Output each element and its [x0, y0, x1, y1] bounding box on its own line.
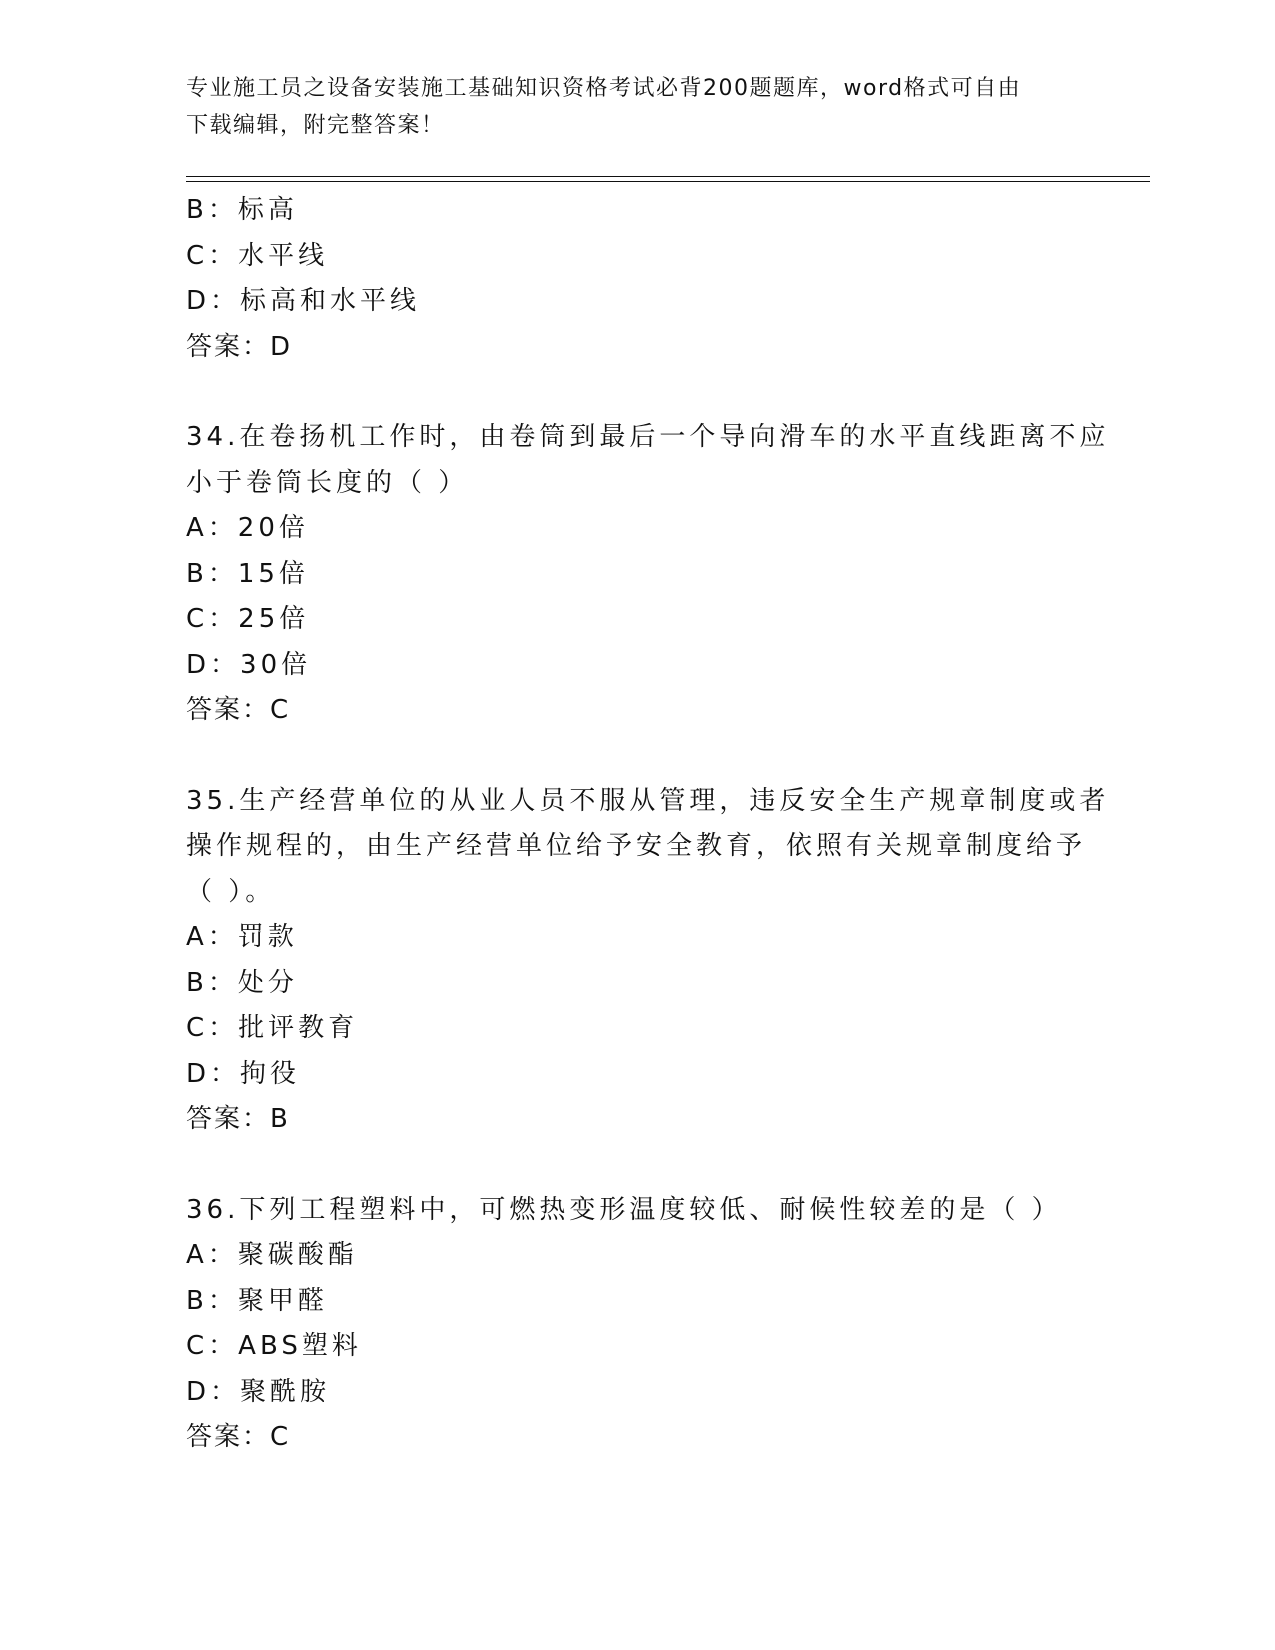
question-stem-line: （ ）。: [186, 876, 276, 907]
question-33-continued: [186, 188, 1086, 370]
answer-line: 答案：B: [186, 1104, 290, 1134]
question-list: [186, 188, 1110, 1461]
question-stem-line: 操作规程的，由生产经营单位给予安全教育，依照有关规章制度给予: [186, 831, 1087, 861]
question-35: [186, 779, 1110, 1143]
question-36: [186, 1188, 1086, 1461]
question-stem-line: 36.下列工程塑料中，可燃热变形温度较低、耐候性较差的是（ ）: [186, 1194, 1062, 1225]
option-b: B：聚甲醛: [186, 1285, 328, 1316]
answer-line: 答案：D: [186, 331, 293, 362]
option-d: D：30倍: [186, 649, 312, 680]
question-34: [186, 415, 1110, 734]
option-b: B：标高: [186, 195, 298, 225]
header-line-1: 专业施工员之设备安装施工基础知识资格考试必背200题题库，word格式可自由: [186, 76, 1022, 101]
option-d: D：聚酰胺: [186, 1376, 331, 1407]
option-c: C：ABS塑料: [186, 1331, 362, 1361]
document-header: [186, 70, 1066, 144]
header-divider-top: [186, 176, 1150, 177]
option-a: A：聚碳酸酯: [186, 1240, 358, 1270]
option-c: C：水平线: [186, 240, 329, 271]
header-line-2: 下载编辑，附完整答案！: [186, 113, 445, 138]
option-a: A：20倍: [186, 513, 309, 543]
answer-line: 答案：C: [186, 695, 291, 725]
option-b: B：15倍: [186, 558, 309, 589]
option-c: C：25倍: [186, 604, 310, 634]
option-d: D：拘役: [186, 1058, 301, 1089]
header-divider-bottom: [186, 181, 1150, 182]
question-stem-line: 35.生产经营单位的从业人员不服从管理，违反安全生产规章制度或者: [186, 785, 1110, 816]
option-b: B：处分: [186, 967, 298, 998]
question-stem-line: 34.在卷扬机工作时，由卷筒到最后一个导向滑车的水平直线距离不应: [186, 422, 1110, 452]
answer-line: 答案：C: [186, 1422, 291, 1452]
option-d: D：标高和水平线: [186, 286, 421, 316]
question-stem-line: 小于卷筒长度的（ ）: [186, 467, 469, 498]
option-a: A：罚款: [186, 922, 298, 952]
option-c: C：批评教育: [186, 1013, 359, 1043]
